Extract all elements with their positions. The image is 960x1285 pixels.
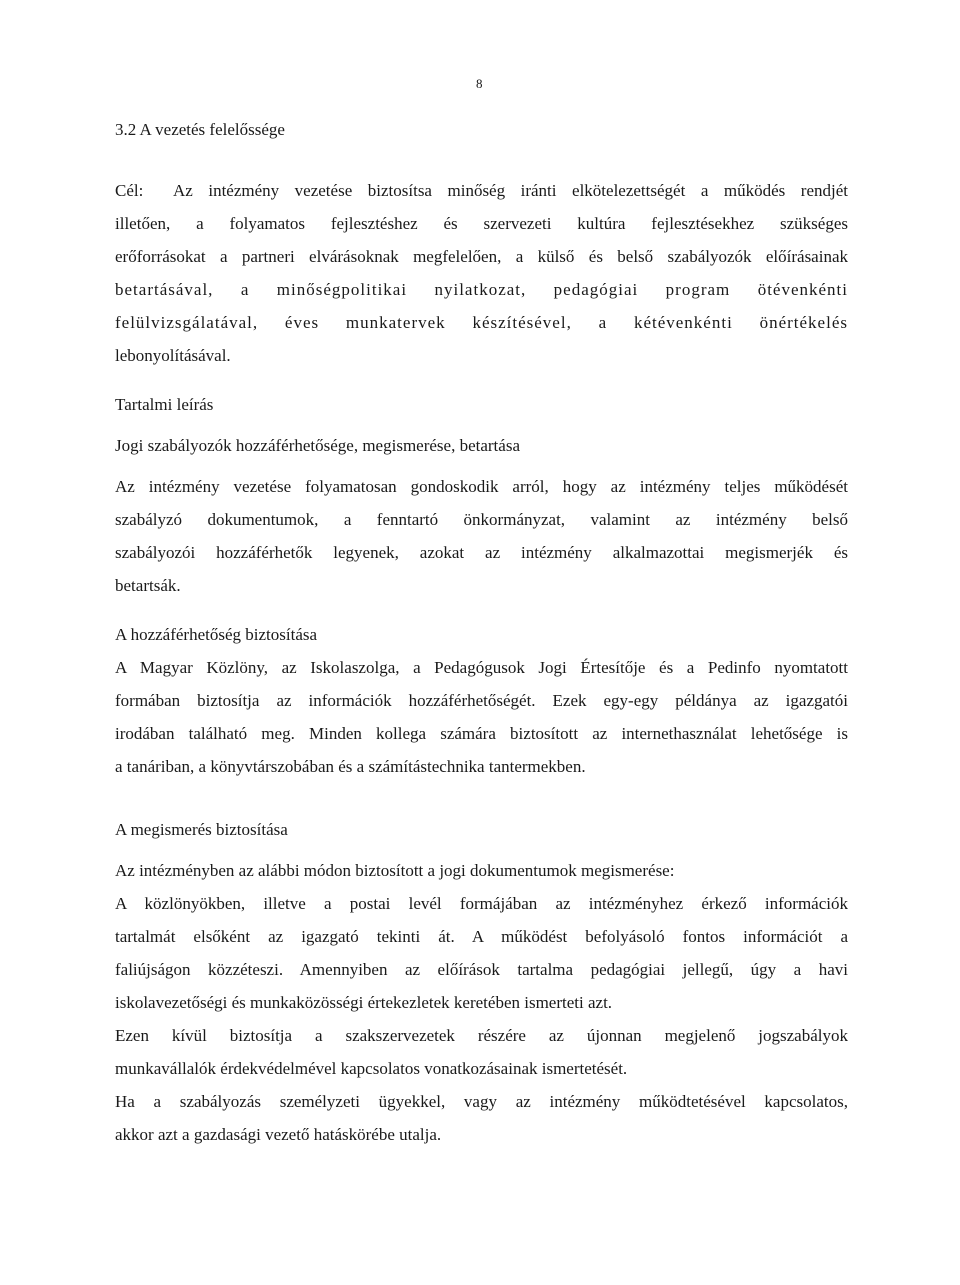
paragraph-line: Az intézmény vezetése folyamatosan gondoskodik arról, hogy az intézmény teljes működését [115,477,848,496]
sub-heading-access: A hozzáférhetőség biztosítása [115,625,318,644]
page-number: 8 [476,76,483,91]
goal-line: felülvizsgálatával, éves munkatervek készítésével, a kétévenkénti önértékelés [115,313,848,332]
document-body [115,116,848,1151]
paragraph-line: Ha a szabályozás személyzeti ügyekkel, vagy az intézmény működtetésével kapcsolatos, [115,1092,848,1111]
paragraph-line: szabályzó dokumentumok, a fenntartó önkormányzat, valamint az intézmény belső [115,510,848,529]
goal-line: Az intézmény vezetése biztosítsa minőség iránti elkötelezettségét a működés rendjét [173,181,848,200]
goal-line: erőforrásokat a partneri elvárásoknak megfelelően, a külső és belső szabályozók előírásainak [115,247,848,266]
paragraph-line: irodában található meg. Minden kollega számára biztosított az internethasználat lehetősége is [115,724,848,743]
paragraph-line: Az intézményben az alábbi módon biztosított a jogi dokumentumok megismerése: [115,861,675,880]
paragraph-line: faliújságon közzéteszi. Amennyiben az előírások tartalma pedagógiai jellegű, úgy a havi [115,960,848,979]
paragraph-access [115,651,848,783]
paragraph-line: tartalmát elsőként az igazgató tekinti át. A működést befolyásoló fontos információt a [115,927,848,946]
goal-first-line [115,174,848,207]
paragraph-line: szabályozói hozzáférhetők legyenek, azokat az intézmény alkalmazottai megismerjék és [115,543,848,562]
paragraph-line: iskolavezetőségi és munkaközösségi értekezletek keretében ismerteti azt. [115,993,613,1012]
sub-heading-familiarization: A megismerés biztosítása [115,820,288,839]
paragraph-familiarization [115,854,848,1151]
goal-label: Cél: [115,181,144,200]
paragraph-line: formában biztosítja az információk hozzáférhetőségét. Ezek egy-egy példánya az igazgatói [115,691,848,710]
goal-line: illetően, a folyamatos fejlesztéshez és szervezeti kultúra fejlesztésekhez szükséges [115,214,848,233]
goal-line: lebonyolításával. [115,346,231,365]
paragraph-line: A közlönyökben, illetve a postai levél formájában az intézményhez érkező információk [115,894,848,913]
paragraph-line: a tanáriban, a könyvtárszobában és a számítástechnika tantermekben. [115,757,586,776]
sub-heading-legal-regulators: Jogi szabályozók hozzáférhetősége, megismerése, betartása [115,436,520,455]
paragraph-line: Ezen kívül biztosítja a szakszervezetek részére az újonnan megjelenő jogszabályok [115,1026,848,1045]
paragraph-line: betartsák. [115,576,181,595]
paragraph-line: A Magyar Közlöny, az Iskolaszolga, a Pedagógusok Jogi Értesítője és a Pedinfo nyomtatott [115,658,848,677]
paragraph-line: munkavállalók érdekvédelmével kapcsolatos vonatkozásainak ismertetését. [115,1059,628,1078]
paragraph-legal-regulators [115,470,848,602]
content-heading: Tartalmi leírás [115,395,214,414]
goal-line: betartásával, a minőségpolitikai nyilatkozat, pedagógiai program ötévenkénti [115,280,848,299]
paragraph-line: akkor azt a gazdasági vezető hatáskörébe utalja. [115,1125,442,1144]
goal-block [115,174,848,372]
section-heading: 3.2 A vezetés felelőssége [115,120,285,139]
